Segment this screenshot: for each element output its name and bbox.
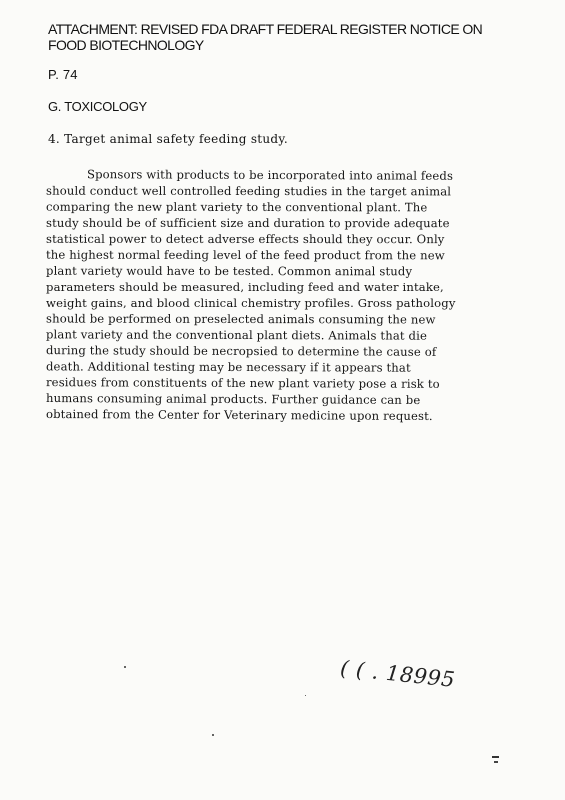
body-text-line: the highest normal feeding level of the feed product from the new (45, 247, 445, 263)
body-text-line: humans consuming animal products. Further guidance can be (45, 391, 421, 407)
body-text-line: study should be of sufficient size and duration to provide adequate (45, 215, 450, 231)
body-text-line: Sponsors with products to be incorporated into animal feeds (86, 167, 454, 183)
body-text-line: should conduct well controlled feeding studies in the target animal (45, 183, 452, 199)
body-text-line: statistical power to detect adverse effects should they occur. Only (45, 231, 445, 247)
section-heading: G. TOXICOLOGY (48, 99, 147, 114)
document-header-line-1: ATTACHMENT: REVISED FDA DRAFT FEDERAL REGISTER NOTICE ON (48, 21, 483, 37)
scan-speck (212, 734, 214, 736)
body-text-line: during the study should be necropsied to determine the cause of (45, 343, 437, 359)
handwritten-note: ( ( . 18995 (339, 656, 457, 692)
subsection-heading: 4. Target animal safety feeding study. (48, 132, 289, 146)
body-text-line: should be performed on preselected animals consuming the new (45, 311, 436, 327)
body-text-line: plant variety and the conventional plant diets. Animals that die (45, 327, 428, 343)
scan-mark (494, 761, 498, 763)
body-text-line: plant variety would have to be tested. Common animal study (45, 263, 413, 279)
body-text-line: comparing the new plant variety to the conventional plant. The (45, 199, 428, 215)
body-text-line: weight gains, and blood clinical chemistry profiles. Gross pathology (46, 296, 456, 310)
scan-speck (124, 666, 126, 668)
body-text-line: death. Additional testing may be necessary if it appears that (45, 359, 411, 375)
document-header-line-2: FOOD BIOTECHNOLOGY (48, 37, 204, 53)
page-number: P. 74 (48, 67, 78, 82)
body-text-line: obtained from the Center for Veterinary medicine upon request. (45, 406, 433, 424)
scan-speck (305, 695, 306, 696)
scan-mark (492, 756, 499, 758)
body-text-line: parameters should be measured, including feed and water intake, (46, 280, 444, 294)
body-text-line: residues from constituents of the new plant variety pose a risk to (45, 375, 440, 391)
